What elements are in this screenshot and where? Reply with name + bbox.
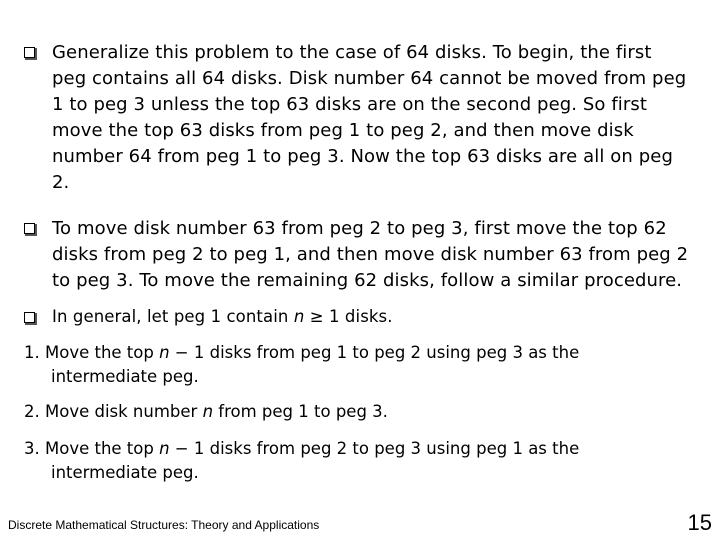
step-2	[24, 400, 684, 424]
text-line: 2.	[52, 172, 70, 193]
text-line: number 64 from peg 1 to peg 3. Now the top 63 disks are all on peg	[52, 146, 673, 167]
text-line: 1 to peg 3 unless the top 63 disks are on the second peg. So first	[52, 94, 648, 115]
bullet-paragraph-2	[52, 216, 692, 294]
text-line: disks from peg 2 to peg 1, and then move disk number 63 from peg 2	[52, 244, 689, 265]
text-line: To move disk number 63 from peg 2 to peg 3, first move the top 62	[52, 218, 667, 239]
page-number: 15	[687, 510, 712, 535]
text-run: 1. Move the top	[24, 343, 160, 362]
text-run: 2. Move disk number	[24, 402, 203, 421]
text-run: In general, let peg 1 contain	[52, 307, 294, 326]
math-variable: n	[293, 307, 305, 326]
math-variable: n	[159, 439, 170, 458]
step-1	[24, 341, 684, 389]
text-line: peg contains all 64 disks. Disk number 64 cannot be moved from peg	[52, 68, 687, 89]
math-variable: n	[202, 402, 214, 421]
text-line: Generalize this problem to the case of 64 disks. To begin, the first	[52, 42, 652, 63]
bullet-icon	[24, 223, 35, 234]
text-line: move the top 63 disks from peg 1 to peg 2, and then move disk	[52, 120, 634, 141]
text-run: from peg 1 to peg 3.	[213, 402, 388, 421]
bullet-paragraph-1	[52, 40, 692, 196]
text-run: − 1 disks from peg 2 to peg 3 using peg 1 as the	[169, 439, 580, 458]
text-line: intermediate peg.	[51, 463, 199, 482]
math-variable: n	[159, 343, 170, 362]
text-line: to peg 3. To move the remaining 62 disks, follow a similar procedure.	[52, 270, 683, 291]
text-run: ≥ 1 disks.	[304, 307, 393, 326]
bullet-paragraph-3	[52, 305, 692, 329]
text-run: − 1 disks from peg 1 to peg 2 using peg 3 as the	[169, 343, 580, 362]
step-3	[24, 437, 684, 485]
text-run: 3. Move the top	[24, 439, 160, 458]
footer-text: Discrete Mathematical Structures: Theory and Applications	[8, 518, 320, 532]
text-line: intermediate peg.	[51, 367, 199, 386]
bullet-icon	[24, 47, 35, 58]
bullet-icon	[24, 312, 35, 323]
